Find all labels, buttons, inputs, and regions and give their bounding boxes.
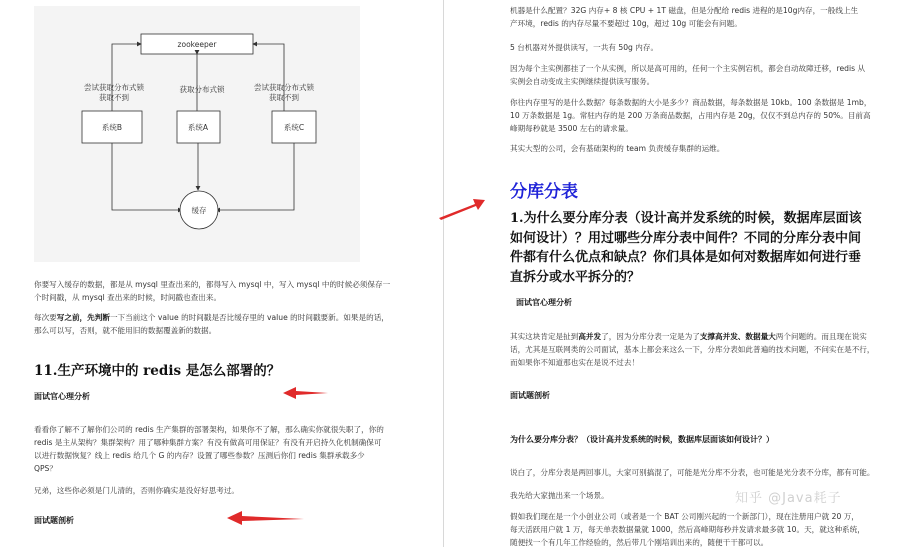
text-line: 如何设计）？用过哪些分库分表中间件？不同的分库分表中间 [510, 230, 862, 246]
text-line: 你往内存里写的是什么数据？每条数据的大小是多少？商品数据，每条数据是 10kb。100 条数据是 1mb， [510, 98, 872, 107]
heading-redis-deploy: 11.生产环境中的 redis 是怎么部署的？ [34, 363, 281, 379]
paragraph-brother: 兄弟，这些你必须是门儿清的，否则你确实是没好好思考过。 [34, 486, 240, 495]
text-line: 随便找一个有几年工作经验的，然后带几个刚培训出来的，随便干干都可以。 [510, 538, 769, 547]
watermark: 知乎 @Java耗子 [735, 491, 842, 506]
system-c-label: 系统C [283, 123, 305, 132]
paragraph-two-things: 说白了，分库分表是两回事儿，大家可别搞混了，可能是光分库不分表，也可能是光分表不分库，都有可能。 [510, 468, 875, 477]
label-right-line1: 尝试获取分布式锁 [254, 83, 314, 92]
paragraph-five-machines: 5 台机器对外提供读写，一共有 50g 内存。 [510, 43, 659, 52]
label-left-line2: 获取不到 [99, 93, 129, 102]
text-line: 你要写入缓存的数据，都是从 mysql 里查出来的，都得写入 mysql 中，写入 mysql 中的时候必须保存一 [34, 280, 391, 289]
text-line: 件都有什么优点和缺点？你们具体是如何对数据库如何进行垂 [510, 250, 862, 265]
cache-label: 缓存 [191, 206, 207, 215]
text-span: 两个问题的。而且现在说实 [775, 332, 867, 341]
question-heading-sharding [510, 209, 910, 287]
paragraph-startup [510, 510, 910, 547]
subheading-analysis: 面试官心理分析 [516, 298, 572, 307]
bold-text: 支撑高并发、数据量大 [699, 332, 776, 341]
system-a-label: 系统A [187, 123, 209, 132]
text-line: 每天活跃用户就 1 万，每天单表数据量就 1000，然后高峰期每秒并发请求最多就 10。天，就这种系统， [510, 525, 865, 534]
text-line: 那么可以写，否则，就不能用旧的数据覆盖新的数据。 [34, 326, 217, 335]
text-line: 因为每个主实例都挂了一个从实例，所以是高可用的，任何一个主实例宕机，都会自动故障迁移，redis 从 [510, 64, 866, 73]
text-line: 产环境，redis 的内存尽量不要超过 10g，超过 10g 可能会有问题。 [510, 19, 742, 28]
red-arrow-icon [282, 386, 330, 400]
text-line [510, 330, 910, 343]
zookeeper-label: zookeeper [177, 40, 217, 49]
bold-text: 写之前，先判断 [56, 313, 110, 322]
text-line: 实例会自动变成主实例继续提供读写服务。 [510, 77, 655, 86]
zookeeper-lock-diagram [34, 6, 360, 262]
paragraph-machine-config [510, 4, 910, 30]
text-line: 看看你了解不了解你们公司的 redis 生产集群的部署架构，如果你不了解，那么确实你就很失职了，你的 [34, 425, 384, 434]
page-divider [443, 0, 444, 547]
paragraph-high-availability [510, 62, 910, 88]
paragraph-scenario: 我先给大家抛出来一个场景。 [510, 491, 609, 500]
text-line: 10 万条数据是 1g。常驻内存的是 200 万条商品数据，占用内存是 20g，仅仅不到总内存的 50%。目前高 [510, 111, 871, 120]
text-line: 直拆分或水平拆分的？ [510, 269, 641, 285]
text-line: 1.为什么要分库分表（设计高并发系统的时候，数据库层面该 [510, 211, 862, 226]
label-right-line2: 获取不到 [269, 93, 299, 102]
right-document-page [460, 0, 911, 547]
text-line: 峰期每秒就是 3500 左右的请求量。 [510, 124, 633, 133]
paragraph-write-check [34, 311, 434, 337]
text-span: 了，因为分库分表一定是为了 [601, 332, 700, 341]
text-line: 个时间戳，从 mysql 查出来的时候，时间戳也查出来。 [34, 293, 222, 302]
text-line: 话，尤其是互联网类的公司面试，基本上都会来这么一下，分库分表如此普遍的技术问题，不问实在是不行， [510, 345, 875, 354]
text-line: 以进行数据恢复？线上 redis 给几个 G 的内存？设置了哪些参数？压测后你们 redis 集群承载多少 [34, 451, 365, 460]
label-mid: 获取分布式锁 [179, 85, 225, 94]
red-arrow-icon [226, 510, 306, 526]
paragraph-high-concurrency [510, 330, 910, 369]
text-span: 一下当前这个 value 的时间戳是否比缓存里的 value 的时间戳要新。如果是的话， [109, 313, 389, 322]
subheading-deep-dive: 面试题剖析 [34, 516, 74, 525]
text-line: redis 是主从架构？集群架构？用了哪种集群方案？有没有做高可用保证？有没有开启持久化机制确保可 [34, 438, 382, 447]
text-line: 假如我们现在是一个小创业公司（或者是一个 BAT 公司刚兴起的一个新部门），现在注册用户就 20 万， [510, 512, 859, 521]
paragraph-timestamp [34, 278, 434, 304]
text-span: 其实这块肯定是扯到 [510, 332, 579, 341]
label-left-line1: 尝试获取分布式锁 [84, 83, 144, 92]
subheading-deep-dive: 面试题剖析 [510, 391, 550, 400]
paragraph-memory-data [510, 96, 910, 135]
paragraph-cluster-questions [34, 423, 439, 475]
text-line: 机器是什么配置？32G 内存+ 8 核 CPU + 1T 磁盘，但是分配给 redis 进程的是10g内存，一般线上生 [510, 6, 859, 15]
text-line: 而如果你不知道那也实在是说不过去！ [510, 358, 640, 367]
bold-text: 高并发 [578, 332, 602, 341]
system-b-label: 系统B [101, 123, 123, 132]
bold-question: 为什么要分库分表？（设计高并发系统的时候，数据库层面该如何设计？） [510, 435, 774, 444]
text-line [34, 311, 434, 324]
text-span: 每次要 [34, 313, 57, 322]
text-line: QPS？ [34, 464, 57, 473]
left-document-page [0, 0, 443, 547]
paragraph-infra-team: 其实大型的公司，会有基础架构的 team 负责缓存集群的运维。 [510, 144, 725, 153]
subheading-analysis: 面试官心理分析 [34, 392, 90, 401]
section-title-sharding: 分库分表 [510, 182, 578, 202]
